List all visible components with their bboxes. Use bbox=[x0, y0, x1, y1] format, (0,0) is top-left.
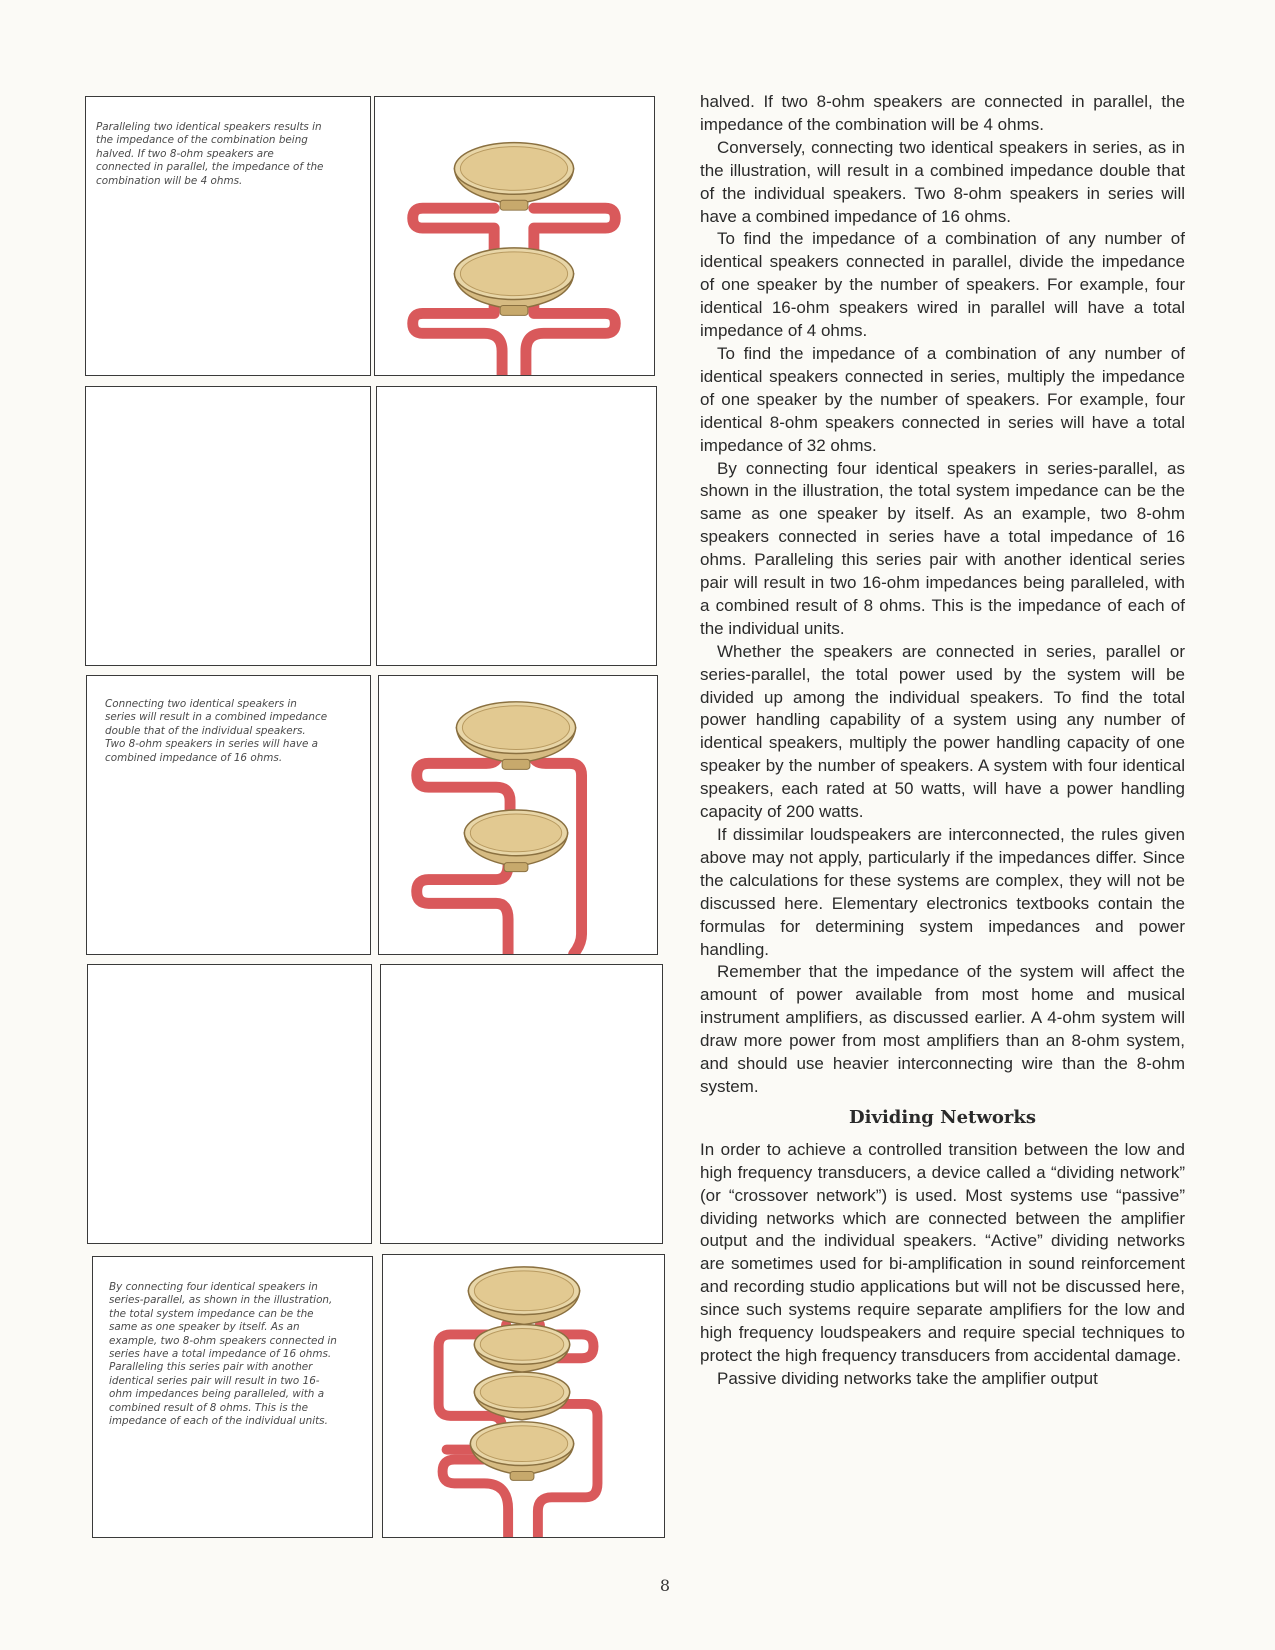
section-heading: Dividing Networks bbox=[849, 1106, 1036, 1128]
paragraph: To find the impedance of a combination of any number of identical speakers connected in series, multiply the impedance of one speaker by the number of speakers. For example, four identical 8-ohm speakers connected in series will have a total impedance of 32 ohms. bbox=[700, 343, 1185, 455]
empty-box-left-1 bbox=[85, 386, 371, 666]
empty-box-right-1 bbox=[376, 386, 657, 666]
caption-series: Connecting two identical speakers in series will result in a combined impedance double that of the individual speakers. Two 8-ohm speakers in series will have a combined impedance of 16 ohms. bbox=[105, 698, 328, 764]
speaker-icon bbox=[454, 143, 573, 211]
empty-box-right-2 bbox=[380, 964, 663, 1244]
body-text-column bbox=[700, 91, 1185, 1391]
paragraph: In order to achieve a controlled transition between the low and high frequency transducers, a device called a “dividing network” (or “crossover network”) is used. Most systems use “passive” dividing networks which are connected between the amplifier output and the individual speakers. “Active” dividing networks are sometimes used for bi-amplification in sound reinforcement and recording studio applications but will not be discussed here, since such systems require separate amplifiers for the low and high frequency loudspeakers and require special techniques to protect the high frequency transducers from accidental damage. bbox=[700, 1139, 1185, 1365]
speaker-icon bbox=[470, 1422, 573, 1481]
figure-box-series-parallel bbox=[382, 1254, 665, 1538]
paragraph: Passive dividing networks take the amplifier output bbox=[717, 1368, 1098, 1388]
series-wiring-illustration bbox=[379, 676, 657, 954]
caption-box-series-parallel bbox=[92, 1256, 373, 1538]
speaker-icon bbox=[464, 810, 567, 872]
empty-box-left-2 bbox=[87, 964, 372, 1244]
paragraph: halved. If two 8-ohm speakers are connected in parallel, the impedance of the combination will be 4 ohms. bbox=[700, 92, 1185, 134]
paragraph: If dissimilar loudspeakers are interconnected, the rules given above may not apply, particularly if the impedances differ. Since the calculations for these systems are complex, they will not be discussed here. Elementary electronics textbooks contain the formulas for determining system impedances and power handling. bbox=[700, 825, 1185, 959]
caption-series-parallel: By connecting four identical speakers in series-parallel, as shown in the illustration, the total system impedance can be the same as one speaker by itself. As an example, two 8-ohm speakers connected in series have a total impedance of 16 ohms. Paralleling this series pair with another identical series pair will result in two 16-ohm impedances being paralleled, with a combined result of 8 ohms. This is the impedance of each of the individual units. bbox=[109, 1281, 337, 1428]
speaker-icon bbox=[468, 1267, 579, 1325]
caption-parallel: Paralleling two identical speakers results in the impedance of the combination being halved. If two 8-ohm speakers are connected in parallel, the impedance of the combination will be 4 ohms. bbox=[96, 121, 324, 187]
paragraph: Remember that the impedance of the system will affect the amount of power available from most home and musical instrument amplifiers, as discussed earlier. A 4-ohm system will draw more power from most amplifiers than an 8-ohm system, and should use heavier interconnecting wire than the 8-ohm system. bbox=[700, 962, 1185, 1096]
figure-box-parallel bbox=[374, 96, 655, 376]
paragraph: By connecting four identical speakers in series-parallel, as shown in the illustration, the total system impedance can be the same as one speaker by itself. As an example, two 8-ohm speakers connected in series have a total impedance of 16 ohms. Paralleling this series pair with another identical series pair will result in two 16-ohm impedances being paralleled, with a combined result of 8 ohms. This is the impedance of each of the individual units. bbox=[700, 458, 1185, 638]
paragraph: To find the impedance of a combination of any number of identical speakers connected in parallel, divide the impedance of one speaker by the number of speakers. For example, four identical 16-ohm speakers wired in parallel will have a total impedance of 4 ohms. bbox=[700, 229, 1185, 341]
page-number: 8 bbox=[659, 1576, 671, 1595]
speaker-icon bbox=[454, 248, 573, 316]
paragraph: Conversely, connecting two identical speakers in series, as in the illustration, will result in a combined impedance double that of the individual speakers. Two 8-ohm speakers in series will have a combined impedance of 16 ohms. bbox=[700, 137, 1185, 226]
speaker-icon bbox=[474, 1325, 569, 1373]
series-parallel-wiring-illustration bbox=[383, 1255, 664, 1537]
paragraph: Whether the speakers are connected in series, parallel or series-parallel, the total power used by the system will be divided up among the individual speakers. To find the total power handling capability of a system using any number of identical speakers, multiply the power handling capacity of one speaker by the number of speakers. A system with four identical speakers, each rated at 50 watts, will have a power handling capacity of 200 watts. bbox=[700, 641, 1185, 822]
caption-box-parallel bbox=[85, 96, 371, 376]
figure-box-series bbox=[378, 675, 658, 955]
caption-box-series bbox=[86, 675, 371, 955]
parallel-wiring-illustration bbox=[375, 97, 654, 375]
